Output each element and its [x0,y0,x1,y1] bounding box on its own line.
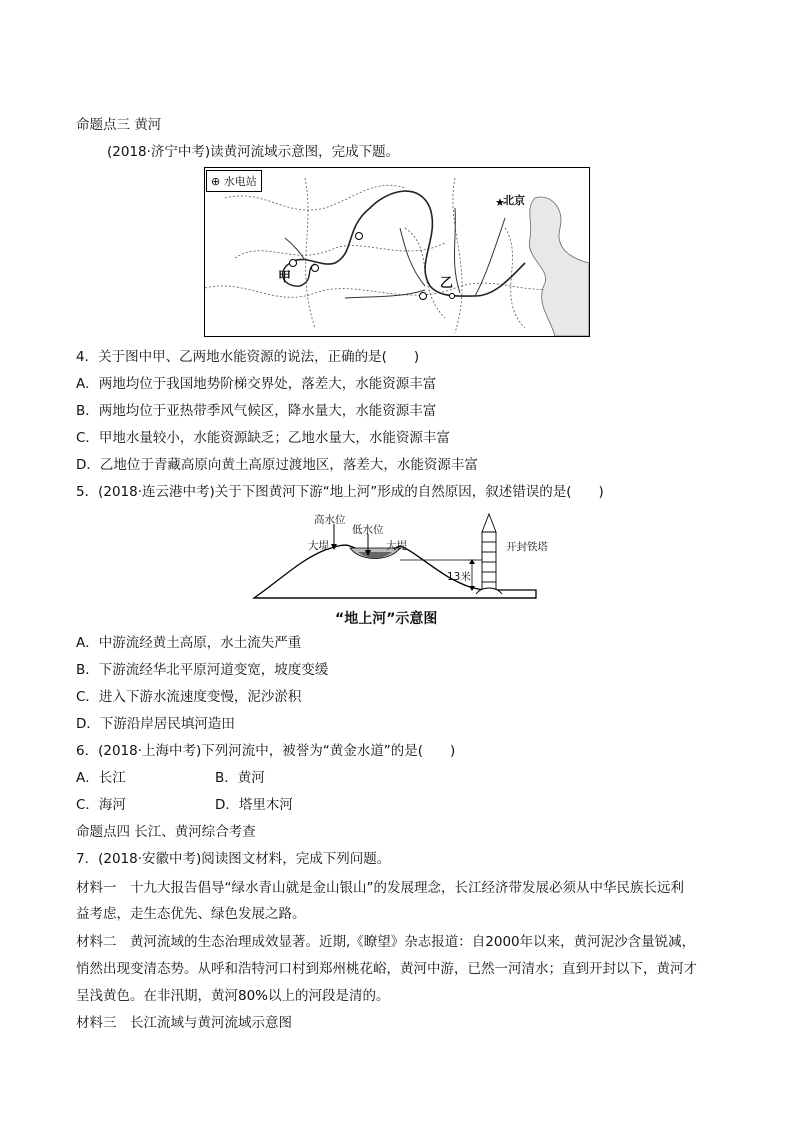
q6-option-a: A．长江 [76,770,126,786]
tributary [475,218,505,296]
figure-caption: “地上河”示意图 [335,611,438,627]
q7-material2-line1: 材料二 黄河流域的生态治理成效显著。近期,《瞭望》杂志报道：自2000年以来，黄河泥沙含量锐减， [76,934,696,950]
tributary [285,238,305,260]
boundary-line [235,243,445,258]
q7-material1-line2: 益考虑，走生态优先、绿色发展之路。 [76,906,306,922]
yellow-river-main [290,191,525,296]
q6-stem: 6．(2018·上海中考)下列河流中，被誉为“黄金水道”的是( ) [76,743,456,759]
q7-material2-line2: 悄然出现变清态势。从呼和浩特河口村到郑州桃花峪，黄河中游，已然一河清水；直到开封以下，黄河才 [76,961,697,977]
q7-material2-line3: 呈浅黄色。在非汛期，黄河80%以上的河段是清的。 [76,988,390,1004]
q5-option-c: C．进入下游水流速度变慢，泥沙淤积 [76,689,302,705]
hydropower-icon: ⊕ [211,175,221,188]
label-high-water: 高水位 [314,514,346,526]
tributary [400,228,425,286]
elevated-river-diagram [250,510,540,602]
tributary [345,290,425,298]
q5-option-b: B．下游流经华北平原河道变宽，坡度变缓 [76,662,329,678]
label-height: 13米 [447,571,471,583]
section-title-3: 命题点三 黄河 [76,117,162,133]
label-yi: 乙 [440,276,454,291]
q7-stem: 7．(2018·安徽中考)阅读图文材料，完成下列问题。 [76,851,391,867]
hydropower-icon [312,265,319,272]
label-low-water: 低水位 [352,524,384,536]
q4-option-b: B．两地均位于亚热带季风气候区，降水量大，水能资源丰富 [76,403,437,419]
label-dike-left: 大堤 [308,540,329,552]
label-tower: 开封铁塔 [506,541,548,553]
label-beijing: 北京 [503,194,525,207]
q4-option-a: A．两地均位于我国地势阶梯交界处，落差大，水能资源丰富 [76,376,437,392]
q6-option-c: C．海河 [76,797,126,813]
hydropower-icon [420,293,427,300]
map-legend [206,170,262,192]
sea-area [529,197,589,336]
star-icon: ★ [495,196,505,209]
label-jia: 甲 [278,270,292,285]
q7-material3: 材料三 长江流域与黄河流域示意图 [76,1015,292,1031]
q4-option-d: D．乙地位于青藏高原向黄土高原过渡地区，落差大，水能资源丰富 [76,457,478,473]
q6-option-b: B．黄河 [215,770,265,786]
hydropower-icon [356,233,363,240]
legend-label: 水电站 [223,175,257,188]
yellow-river-map [204,167,590,337]
q5-stem: 5．(2018·连云港中考)关于下图黄河下游“地上河”形成的自然原因，叙述错误的是( ) [76,484,604,500]
boundary-line [305,178,315,328]
location-yi-dot [450,294,455,299]
q5-option-d: D．下游沿岸居民填河造田 [76,716,235,732]
boundary-line [505,228,525,328]
q7-material1-line1: 材料一 十九大报告倡导“绿水青山就是金山银山”的发展理念，长江经济带发展必须从中华民族长远利 [76,880,684,896]
q4-stem: 4．关于图中甲、乙两地水能资源的说法，正确的是( ) [76,349,420,365]
section-title-4: 命题点四 长江、黄河综合考查 [76,824,256,840]
q4-option-c: C．甲地水量较小，水能资源缺乏；乙地水量大，水能资源丰富 [76,430,450,446]
tower-icon [476,514,502,594]
question-intro: (2018·济宁中考)读黄河流域示意图，完成下题。 [107,144,400,160]
q5-option-a: A．中游流经黄土高原，水土流失严重 [76,635,302,651]
label-dike-right: 大堤 [386,540,407,552]
q6-option-d: D．塔里木河 [215,797,293,813]
yellow-river-map-svg [205,168,589,336]
